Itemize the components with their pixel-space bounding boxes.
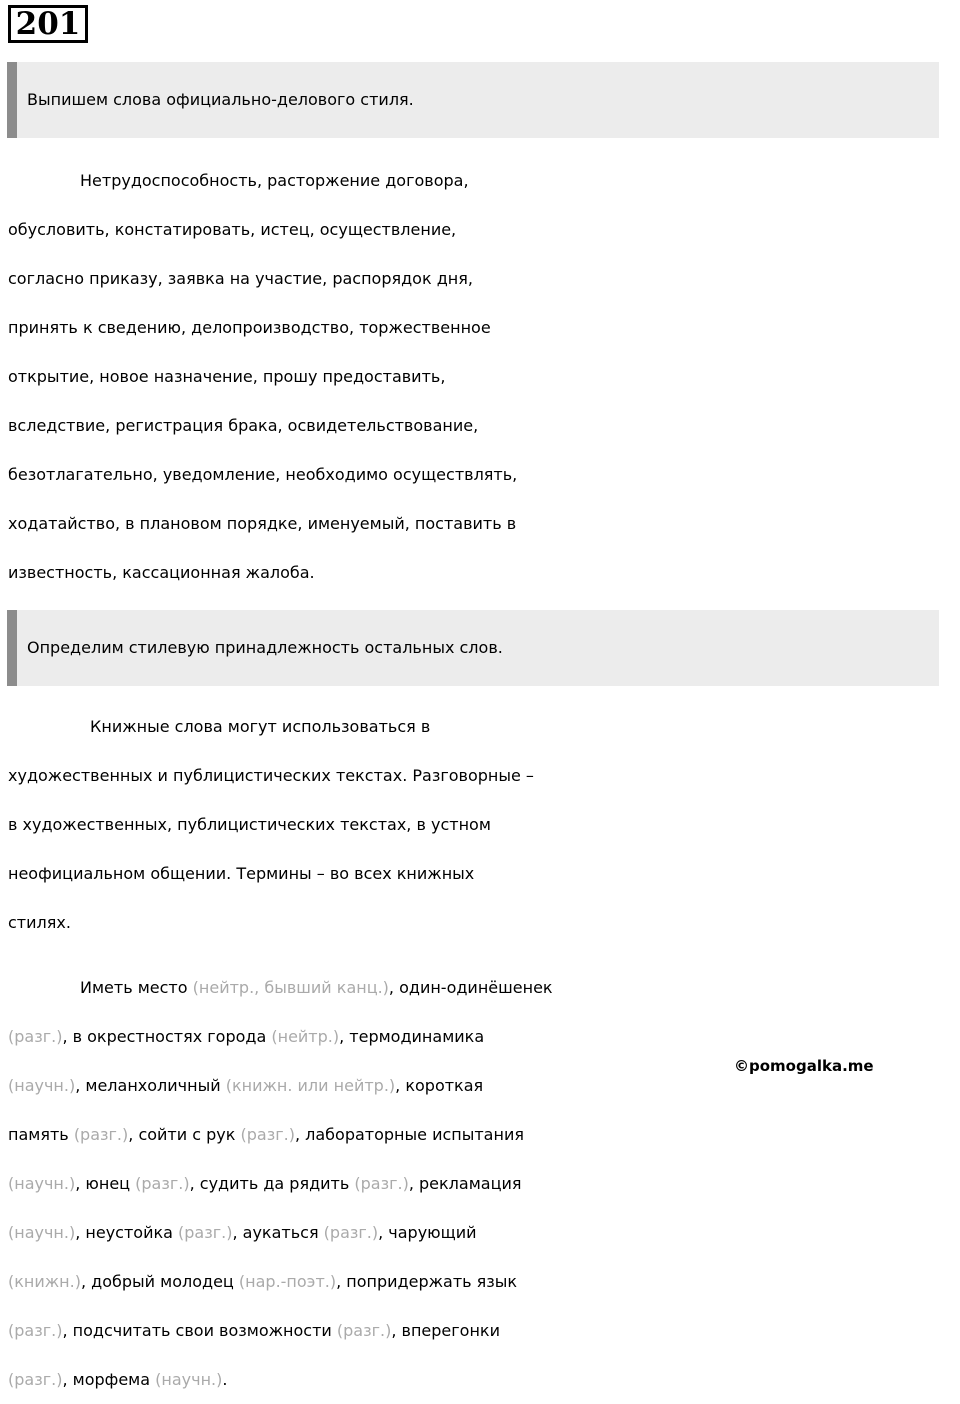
style-note: (разг.)	[135, 1174, 190, 1193]
word-style-line: Иметь место (нейтр., бывший канц.), один-одинёшенек	[80, 978, 553, 997]
word-item-part: короткая	[405, 1076, 484, 1095]
official-words-line: согласно приказу, заявка на участие, распорядок дня,	[8, 269, 473, 288]
word-style-line: (книжн.), добрый молодец (нар.-поэт.), попридержать язык	[8, 1272, 518, 1291]
word-item: судить да рядить	[199, 1174, 350, 1193]
word-style-line: (разг.), подсчитать свои возможности (разг.), вперегонки	[8, 1321, 500, 1340]
word-style-line: (разг.), в окрестностях города (нейтр.), термодинамика	[8, 1027, 485, 1046]
style-note: (нар.-поэт.)	[238, 1272, 337, 1291]
style-explanation-paragraph	[8, 702, 958, 947]
official-words-line: известность, кассационная жалоба.	[8, 563, 315, 582]
word-style-line: (научн.), юнец (разг.), судить да рядить (разг.), рекламация	[8, 1174, 522, 1193]
style-note: (разг.)	[8, 1321, 63, 1340]
style-explanation-line: в художественных, публицистических текстах, в устном	[8, 815, 491, 834]
official-words-line: ходатайство, в плановом порядке, именуемый, поставить в	[8, 514, 517, 533]
word-item: подсчитать свои возможности	[72, 1321, 332, 1340]
task-number: 201	[8, 5, 88, 43]
style-note: (разг.)	[240, 1125, 295, 1144]
official-words-line: обусловить, констатировать, истец, осуществление,	[8, 220, 457, 239]
word-item: аукаться	[242, 1223, 319, 1242]
style-note: (разг.)	[323, 1223, 379, 1242]
style-note: (разг.)	[336, 1321, 392, 1340]
style-note: (разг.)	[8, 1370, 63, 1389]
style-note: (книжн.)	[8, 1272, 81, 1291]
style-note: (научн.)	[8, 1076, 76, 1095]
style-note: (разг.)	[354, 1174, 409, 1193]
official-words-line: принять к сведению, делопроизводство, торжественное	[8, 318, 491, 337]
style-note: (нейтр.)	[271, 1027, 340, 1046]
word-item: термодинамика	[349, 1027, 485, 1046]
style-note: (книжн. или нейтр.)	[225, 1076, 396, 1095]
word-style-line: (научн.), неустойка (разг.), аукаться (разг.), чарующий	[8, 1223, 477, 1242]
style-explanation-line: художественных и публицистических текстах. Разговорные –	[8, 766, 534, 785]
style-note: (разг.)	[8, 1027, 63, 1046]
style-note: (научн.)	[155, 1370, 223, 1389]
style-explanation-line: Книжные слова могут использоваться в	[90, 717, 431, 736]
word-item: в окрестностях города	[72, 1027, 267, 1046]
section-header-official-words: Выпишем слова официально-делового стиля.	[7, 62, 939, 138]
word-item: добрый молодец	[91, 1272, 234, 1291]
official-words-line: Нетрудоспособность, расторжение договора,	[80, 171, 469, 190]
official-words-line: безотлагательно, уведомление, необходимо осуществлять,	[8, 465, 518, 484]
word-item: Иметь место	[80, 978, 188, 997]
official-words-line: вследствие, регистрация брака, освидетельствование,	[8, 416, 479, 435]
word-item: вперегонки	[401, 1321, 500, 1340]
word-item: морфема	[72, 1370, 151, 1389]
word-style-line: память (разг.), сойти с рук (разг.), лабораторные испытания	[8, 1125, 524, 1144]
word-item: неустойка	[85, 1223, 173, 1242]
section-header-other-words: Определим стилевую принадлежность остальных слов.	[7, 610, 939, 686]
word-item: лабораторные испытания	[305, 1125, 524, 1144]
official-words-paragraph	[8, 156, 958, 597]
style-note: (научн.)	[8, 1223, 76, 1242]
word-item: сойти с рук	[138, 1125, 236, 1144]
style-explanation-line: стилях.	[8, 913, 71, 932]
word-item: чарующий	[388, 1223, 477, 1242]
watermark: ©pomogalka.me	[734, 1057, 874, 1075]
word-style-list-paragraph	[8, 963, 958, 1404]
style-note: (научн.)	[8, 1174, 76, 1193]
word-item: юнец	[85, 1174, 131, 1193]
word-item: меланхоличный	[85, 1076, 221, 1095]
word-item-part: память	[8, 1125, 69, 1144]
style-note: (разг.)	[73, 1125, 129, 1144]
word-style-line: (научн.), меланхоличный (книжн. или нейтр.), короткая	[8, 1076, 484, 1095]
style-note: (нейтр., бывший канц.)	[192, 978, 389, 997]
word-item: один-одинёшенек	[399, 978, 553, 997]
word-item: рекламация	[419, 1174, 522, 1193]
style-note: (разг.)	[178, 1223, 233, 1242]
style-explanation-line: неофициальном общении. Термины – во всех книжных	[8, 864, 475, 883]
word-style-line: (разг.), морфема (научн.).	[8, 1370, 228, 1389]
word-item: попридержать язык	[346, 1272, 518, 1291]
official-words-line: открытие, новое назначение, прошу предоставить,	[8, 367, 446, 386]
